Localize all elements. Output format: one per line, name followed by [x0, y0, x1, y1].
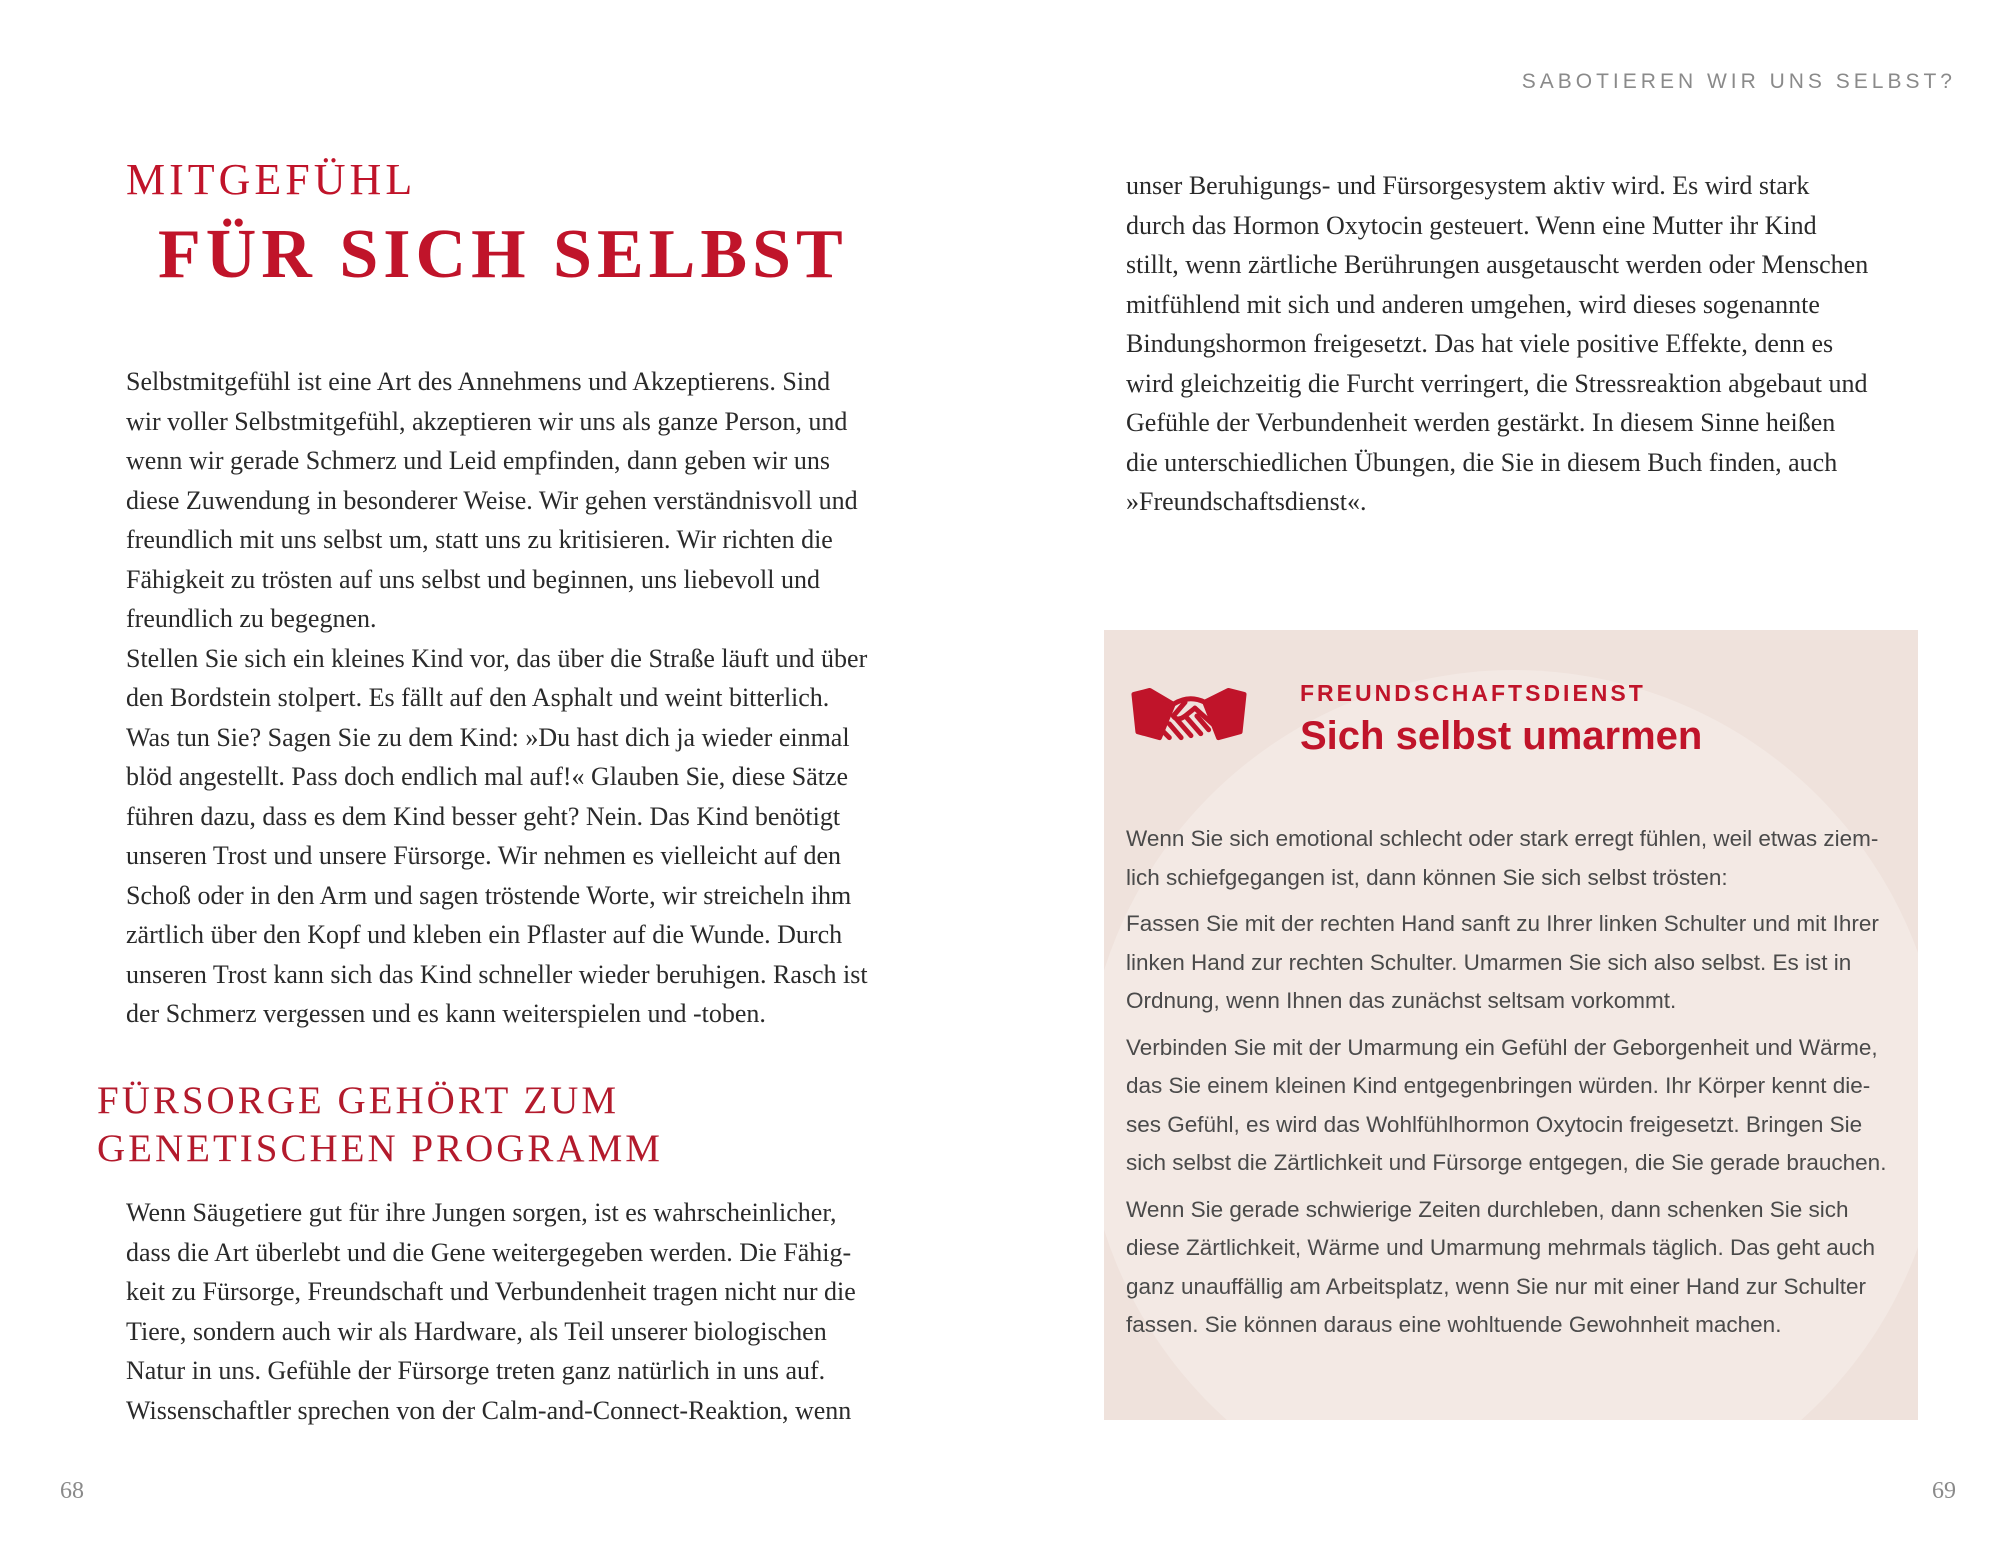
text-line: wird gleichzeitig die Furcht verringert, die Stressreaktion abgebaut und	[1126, 368, 1868, 398]
text-line: ganz unauffällig am Arbeitsplatz, wenn Sie nur mit einer Hand zur Schulter	[1126, 1273, 1866, 1299]
title-line-2: FÜR SICH SELBST	[158, 216, 848, 293]
text-line: den Bordstein stolpert. Es fällt auf den Asphalt und weint bitterlich.	[126, 683, 830, 712]
text-line: wenn wir gerade Schmerz und Leid empfinden, dann geben wir uns	[126, 446, 830, 475]
text-line: mitfühlend mit sich und anderen umgehen, wird dieses sogenannte	[1126, 289, 1820, 319]
section-subheading	[97, 1077, 663, 1173]
text-line: freundlich zu begegnen.	[126, 604, 377, 633]
text-line: dass die Art überlebt und die Gene weitergegeben werden. Die Fähig-	[126, 1237, 852, 1267]
box-paragraph	[1126, 820, 1906, 897]
text-line: die unterschiedlichen Übungen, die Sie in diesem Buch finden, auch	[1126, 447, 1838, 477]
text-line: sich selbst die Zärtlichkeit und Fürsorge entgegen, die Sie gerade brauchen.	[1126, 1150, 1887, 1175]
text-line: durch das Hormon Oxytocin gesteuert. Wenn eine Mutter ihr Kind	[1126, 210, 1817, 240]
text-line: unseren Trost kann sich das Kind schneller wieder beruhigen. Rasch ist	[126, 959, 868, 989]
box-paragraph	[1126, 1029, 1906, 1183]
text-line: fassen. Sie können daraus eine wohltuende Gewohnheit machen.	[1126, 1312, 1782, 1337]
page-number-left: 68	[60, 1478, 84, 1504]
left-section2-text	[126, 1193, 896, 1430]
text-line: der Schmerz vergessen und es kann weiterspielen und -toben.	[126, 999, 766, 1028]
text-line: führen dazu, dass es dem Kind besser geht? Nein. Das Kind benötigt	[126, 801, 841, 831]
text-line: Ordnung, wenn Ihnen das zunächst seltsam vorkommt.	[1126, 988, 1677, 1013]
text-line: unser Beruhigungs- und Fürsorgesystem aktiv wird. Es wird stark	[1126, 171, 1810, 200]
text-line: Wissenschaftler sprechen von der Calm-and-Connect-Reaktion, wenn	[126, 1395, 852, 1425]
text-line: Bindungshormon freigesetzt. Das hat viele positive Effekte, denn es	[1126, 329, 1834, 358]
text-line: diese Zuwendung in besonderer Weise. Wir gehen verständnisvoll und	[126, 485, 858, 515]
text-line: lich schiefgegangen ist, dann können Sie sich selbst trösten:	[1126, 864, 1728, 890]
handshake-icon	[1130, 676, 1248, 756]
subheading-line-1: FÜRSORGE GEHÖRT ZUM	[97, 1079, 619, 1122]
subheading-line-2: GENETISCHEN PROGRAMM	[97, 1127, 663, 1170]
text-line: Stellen Sie sich ein kleines Kind vor, das über die Straße läuft und über	[126, 643, 868, 673]
text-line: freundlich mit uns selbst um, statt uns zu kritisieren. Wir richten die	[126, 525, 833, 554]
text-line: zärtlich über den Kopf und kleben ein Pflaster auf die Wunde. Durch	[126, 920, 843, 949]
text-line: Wenn Sie sich emotional schlecht oder stark erregt fühlen, weil etwas ziem-	[1126, 826, 1879, 851]
text-line: diese Zärtlichkeit, Wärme und Umarmung mehrmals täglich. Das geht auch	[1126, 1235, 1876, 1260]
right-column-text	[1126, 166, 1916, 522]
text-line: Wenn Sie gerade schwierige Zeiten durchleben, dann schenken Sie sich	[1126, 1196, 1849, 1222]
box-kicker: FREUNDSCHAFTSDIENST	[1300, 680, 1646, 706]
title-line-1: MITGEFÜHL	[126, 155, 417, 204]
text-line: Verbinden Sie mit der Umarmung ein Gefühl der Geborgenheit und Wärme,	[1126, 1034, 1878, 1060]
text-line: Was tun Sie? Sagen Sie zu dem Kind: »Du hast dich ja wieder einmal	[126, 722, 850, 752]
text-line: Tiere, sondern auch wir als Hardware, als Teil unserer biologischen	[126, 1316, 827, 1346]
box-title: Sich selbst umarmen	[1300, 714, 1703, 758]
text-line: blöd angestellt. Pass doch endlich mal auf!« Glauben Sie, diese Sätze	[126, 762, 849, 791]
box-body-text	[1126, 820, 1906, 1353]
running-header: SABOTIEREN WIR UNS SELBST?	[1521, 70, 1956, 93]
text-line: stillt, wenn zärtliche Berührungen ausgetauscht werden oder Menschen	[1126, 250, 1869, 279]
text-line: »Freundschaftsdienst«.	[1126, 487, 1367, 516]
text-line: Fassen Sie mit der rechten Hand sanft zu Ihrer linken Schulter und mit Ihrer	[1126, 911, 1879, 936]
text-line: Gefühle der Verbundenheit werden gestärkt. In diesem Sinne heißen	[1126, 408, 1836, 437]
text-line: Fähigkeit zu trösten auf uns selbst und beginnen, uns liebevoll und	[126, 564, 820, 594]
left-intro-text	[126, 362, 896, 1034]
chapter-title	[126, 155, 848, 293]
text-line: Schoß oder in den Arm und sagen tröstende Worte, wir streicheln ihm	[126, 880, 852, 910]
text-line: Wenn Säugetiere gut für ihre Jungen sorgen, ist es wahrscheinlicher,	[126, 1198, 837, 1227]
text-line: Natur in uns. Gefühle der Fürsorge treten ganz natürlich in uns auf.	[126, 1356, 826, 1385]
text-line: ses Gefühl, es wird das Wohlfühlhormon Oxytocin freigesetzt. Bringen Sie	[1126, 1111, 1863, 1137]
page-number-right: 69	[1932, 1478, 1956, 1504]
text-line: wir voller Selbstmitgefühl, akzeptieren wir uns als ganze Person, und	[126, 406, 848, 436]
text-line: unseren Trost und unsere Fürsorge. Wir nehmen es vielleicht auf den	[126, 841, 842, 870]
box-paragraph	[1126, 1191, 1906, 1345]
text-line: keit zu Fürsorge, Freundschaft und Verbundenheit tragen nicht nur die	[126, 1277, 856, 1306]
text-line: das Sie einem kleinen Kind entgegenbringen würden. Ihr Körper kennt die-	[1126, 1073, 1871, 1098]
exercise-box	[1104, 630, 1918, 1420]
box-paragraph	[1126, 905, 1906, 1021]
text-line: Selbstmitgefühl ist eine Art des Annehmens und Akzeptierens. Sind	[126, 367, 831, 396]
text-line: linken Hand zur rechten Schulter. Umarmen Sie sich also selbst. Es ist in	[1126, 949, 1852, 975]
